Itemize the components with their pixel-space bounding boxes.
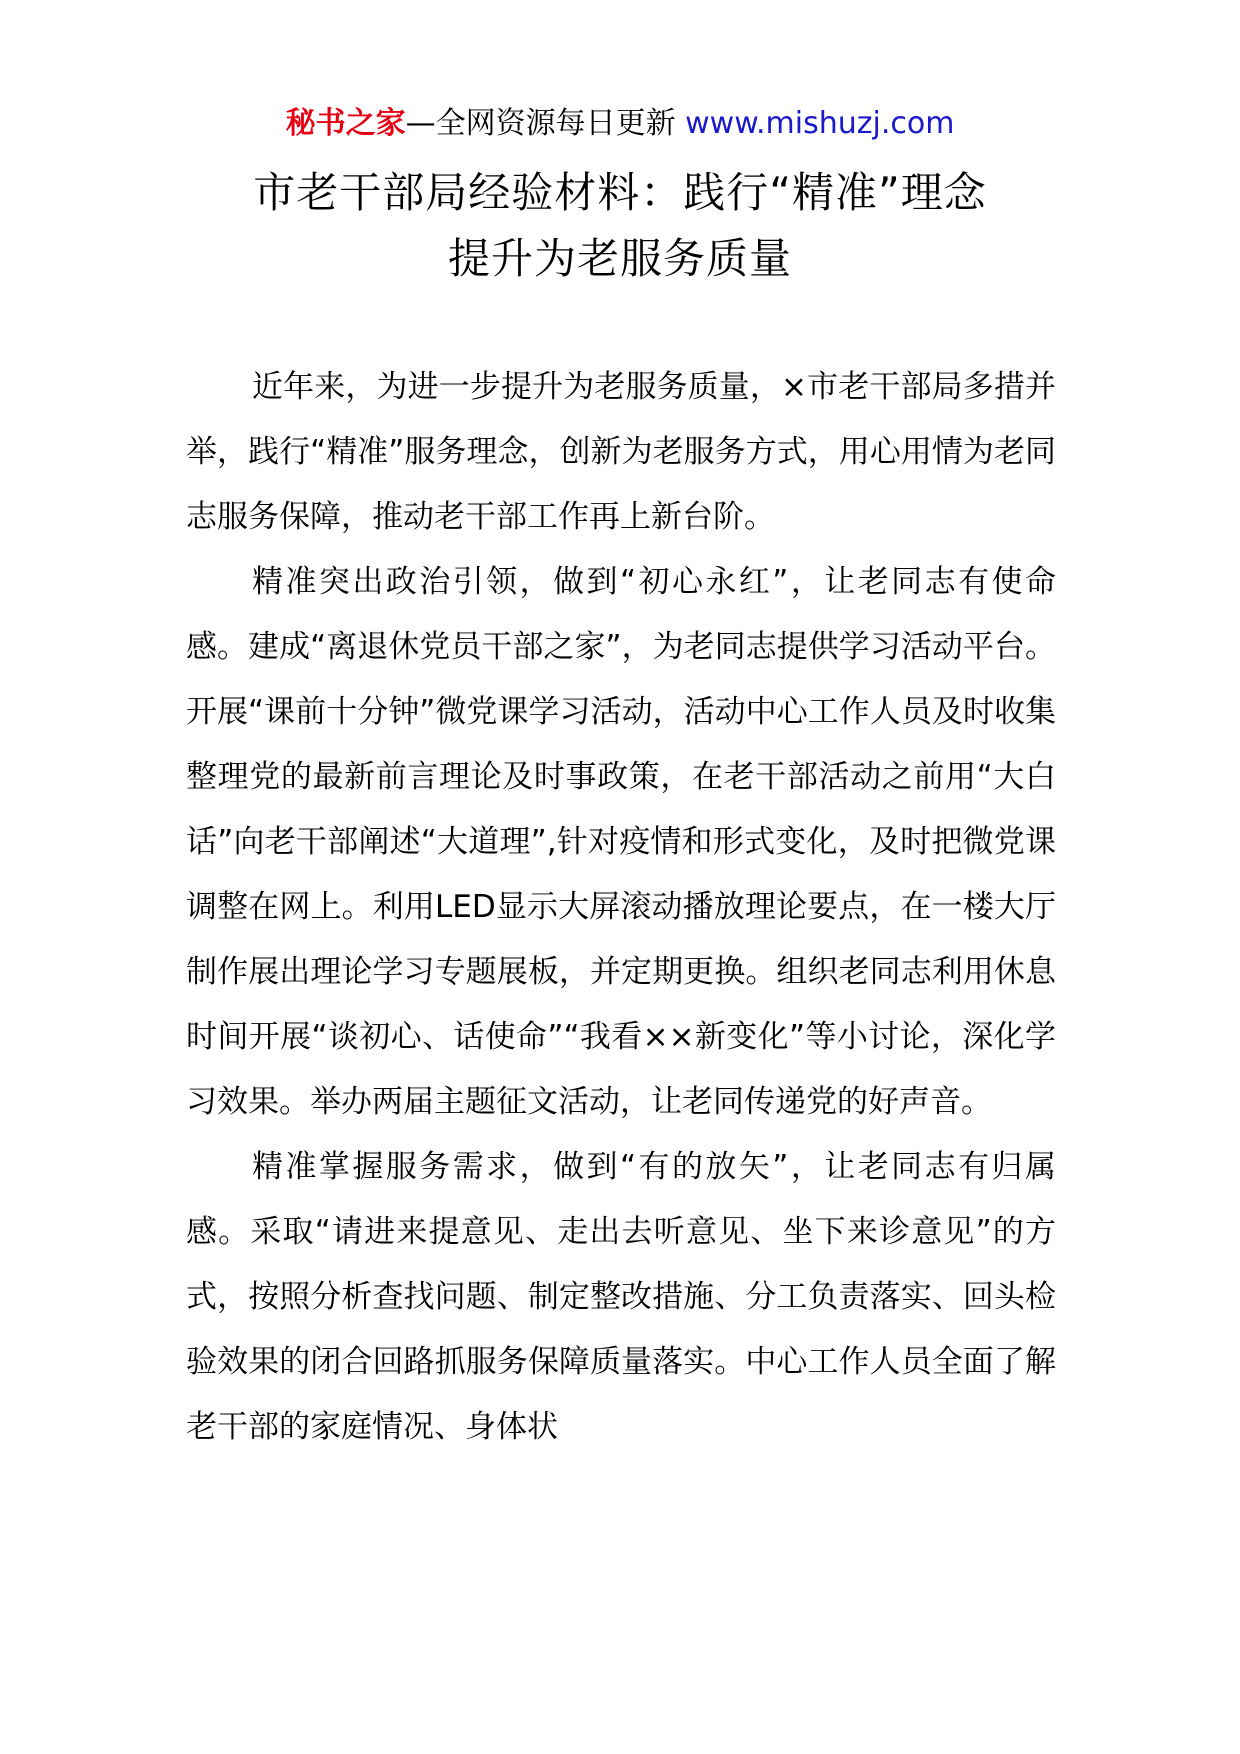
header-tagline: —全网资源每日更新 xyxy=(405,106,686,141)
title-line-2: 提升为老服务质量 xyxy=(447,234,792,283)
paragraph: 近年来，为进一步提升为老服务质量，×市老干部局多措并举，践行“精准”服务理念，创新为老服务方式，用心用情为老同志服务保障，推动老干部工作再上新台阶。 xyxy=(186,369,1056,535)
title-line-1: 市老干部局经验材料：践行“精准”理念 xyxy=(253,168,987,217)
brand-name: 秘书之家 xyxy=(285,106,406,141)
paragraph: 精准掌握服务需求，做到“有的放矢”，让老同志有归属感。采取“请进来提意见、走出去听意见、坐下来诊意见”的方式，按照分析查找问题、制定整改措施、分工负责落实、回头检验效果的闭合回路抓服务保障质量落实。中心工作人员全面了解老干部的家庭情况、身体状 xyxy=(186,1149,1056,1445)
document-title xyxy=(150,160,1090,292)
document-body xyxy=(186,355,1056,1460)
site-url[interactable]: www.mishuzj.com xyxy=(685,106,955,141)
paragraph: 精准突出政治引领，做到“初心永红”，让老同志有使命感。建成“离退休党员干部之家”，为老同志提供学习活动平台。开展“课前十分钟”微党课学习活动，活动中心工作人员及时收集整理党的最新前言理论及时事政策，在老干部活动之前用“大白话”向老干部阐述“大道理”,针对疫情和形式变化，及时把微党课调整在网上。利用LED显示大屏滚动播放理论要点，在一楼大厅制作展出理论学习专题展板，并定期更换。组织老同志利用休息时间开展“谈初心、话使命”“我看××新变化”等小讨论，深化学习效果。举办两届主题征文活动，让老同传递党的好声音。 xyxy=(186,564,1056,1120)
site-header xyxy=(0,100,1240,148)
